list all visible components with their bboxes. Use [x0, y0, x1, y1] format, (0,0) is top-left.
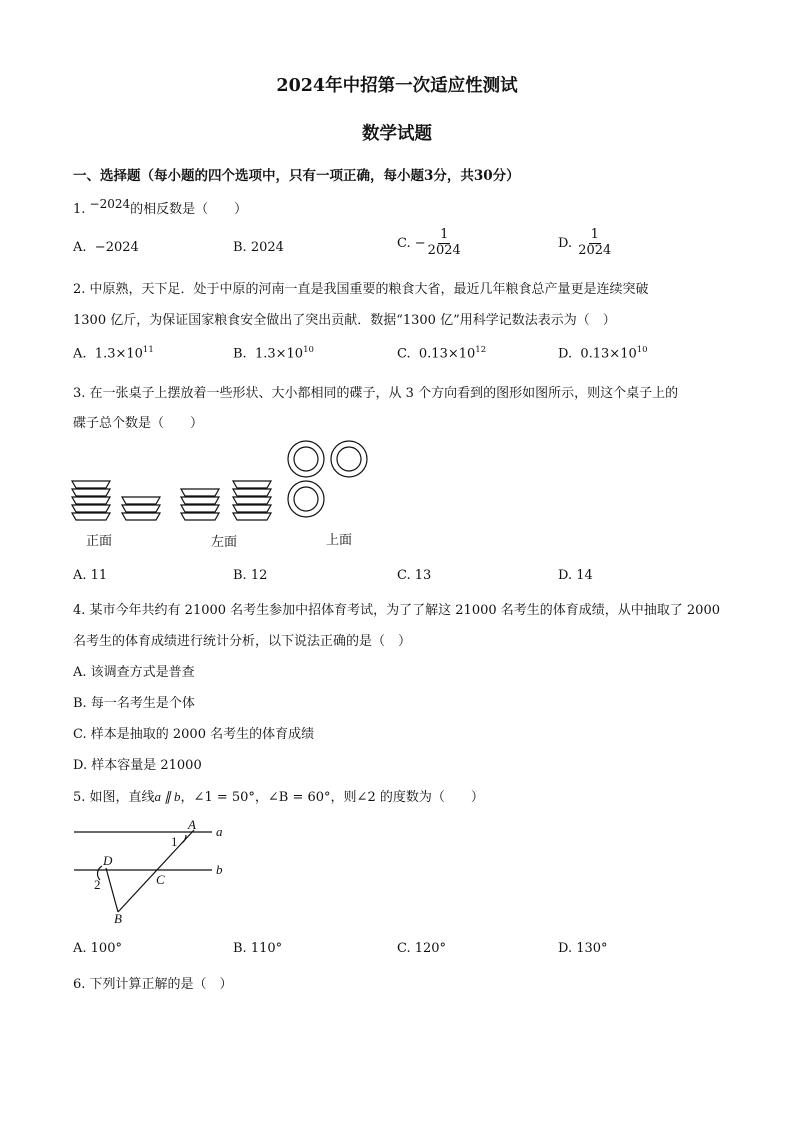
q3-option-b[interactable]: B. 12 — [233, 568, 268, 583]
q5-geometry-figure — [66, 812, 236, 930]
q2-line1: 2. 中原熟，天下足．处于中原的河南一直是我国重要的粮食大省，最近几年粮食总产量更是连续突破 — [73, 282, 649, 297]
q4-option-c[interactable]: C. 样本是抽取的 2000 名考生的体育成绩 — [73, 727, 315, 742]
q5-prefix: 5. 如图，直线 — [73, 790, 155, 805]
q1-expression: −2024 — [89, 197, 131, 211]
q4-line1: 4. 某市今年共约有 21000 名考生参加中招体育考试，为了了解这 21000 名考生的体育成绩，从中抽取了 2000 — [73, 603, 720, 618]
top-view-plates — [288, 441, 367, 517]
q4-option-d[interactable]: D. 样本容量是 21000 — [73, 758, 202, 773]
q6-text: 6. 下列计算正解的是（ ） — [73, 977, 233, 992]
label-point-C: C — [156, 872, 165, 887]
question-1 — [73, 198, 247, 217]
front-view-label: 正面 — [86, 534, 113, 549]
exam-title: 2024年中招第一次适应性测试 — [276, 76, 518, 96]
q4-option-a[interactable]: A. 该调查方式是普查 — [73, 665, 195, 680]
q1-option-d[interactable]: D. $\frac{1}{2024}$ — [558, 227, 612, 258]
q3-option-a[interactable]: A. 11 — [73, 568, 108, 583]
question-5 — [73, 786, 484, 805]
q5-option-c[interactable]: C. 120° — [397, 941, 447, 956]
q3-option-c[interactable]: C. 13 — [397, 568, 432, 583]
label-point-D: D — [103, 853, 113, 868]
q3-line2: 碟子总个数是（ ） — [73, 416, 204, 431]
q5-option-b[interactable]: B. 110° — [233, 941, 283, 956]
label-line-b: b — [216, 862, 223, 877]
label-angle-2: 2 — [94, 877, 101, 892]
q1-option-b[interactable]: B. 2024 — [233, 240, 284, 255]
q5-option-a[interactable]: A. 100° — [73, 941, 122, 956]
label-angle-1: 1 — [171, 834, 178, 849]
q1-number: 1. — [73, 202, 86, 217]
q3-option-d[interactable]: D. 14 — [558, 568, 593, 583]
section-header: 一、选择题（每小题的四个选项中，只有一项正确，每小题3分，共30分） — [73, 168, 520, 184]
q2-option-a[interactable]: A. $1.3\times 10^{11}$ — [73, 345, 154, 362]
q5-text: ，∠1 = 50°，∠B = 60°，则∠2 的度数为（ ） — [180, 790, 484, 805]
top-view-label: 上面 — [326, 533, 353, 548]
q1-text: 的相反数是（ ） — [130, 202, 248, 217]
angle-1-arc — [182, 835, 186, 843]
left-view-plates-tall — [233, 481, 271, 520]
label-line-a: a — [216, 824, 223, 839]
line-DB — [106, 868, 118, 912]
q5-option-d[interactable]: D. 130° — [558, 941, 608, 956]
q4-option-b[interactable]: B. 每一名考生是个体 — [73, 696, 195, 711]
front-view-plates-small — [122, 497, 160, 520]
left-view-plates — [181, 489, 219, 520]
exam-subtitle: 数学试题 — [362, 124, 432, 144]
q2-option-d[interactable]: D. $0.13\times 10^{10}$ — [558, 345, 648, 362]
q2-line2: 1300 亿斤，为保证国家粮食安全做出了突出贡献．数据“1300 亿”用科学记数法表示为（ ） — [73, 313, 616, 328]
q2-option-c[interactable]: C. $0.13\times 10^{12}$ — [397, 345, 487, 362]
q3-line1: 3. 在一张桌子上摆放着一些形状、大小都相同的碟子，从 3 个方向看到的图形如图所示，则这个桌子上的 — [73, 386, 679, 401]
q2-option-b[interactable]: B. $1.3\times 10^{10}$ — [233, 345, 314, 362]
front-view-plates — [72, 481, 110, 520]
label-point-A: A — [188, 817, 196, 832]
left-view-label: 左面 — [211, 535, 238, 550]
q1-option-a[interactable]: A. −2024 — [73, 240, 139, 255]
q5-condition: a ∥ b — [154, 789, 181, 804]
q1-option-c[interactable]: C. − $\frac{1}{2024}$ — [397, 227, 461, 258]
q4-line2: 名考生的体育成绩进行统计分析，以下说法正确的是（ ） — [73, 634, 412, 649]
label-point-B: B — [114, 911, 122, 926]
